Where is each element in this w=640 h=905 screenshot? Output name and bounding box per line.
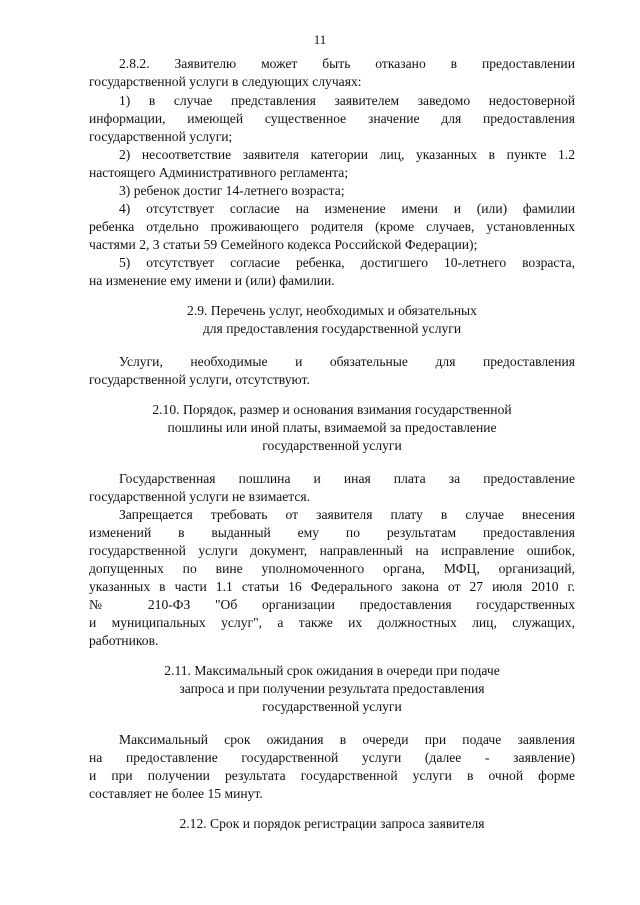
- paragraph-line: государственной услуги не взимается.: [89, 489, 311, 504]
- paragraph-line: указанных в части 1.1 статьи 16 Федерального закона от 27 июля 2010 г.: [89, 579, 575, 594]
- section-heading-line: 2.11. Максимальный срок ожидания в очереди при подаче: [164, 663, 500, 678]
- section-heading-line: для предоставления государственной услуги: [202, 321, 462, 336]
- paragraph-line: государственной услуги в следующих случаях:: [89, 74, 362, 89]
- section-heading-line: запроса и при получении результата предоставления: [179, 681, 485, 696]
- section-heading-line: пошлины или иной платы, взимаемой за предоставление: [167, 420, 497, 435]
- page-number: 11: [313, 32, 327, 47]
- paragraph-line: государственной услуги, отсутствуют.: [89, 372, 310, 387]
- paragraph-line: государственной услуги документ, направленный на исправление ошибок,: [89, 543, 575, 558]
- paragraph-line: допущенных по вине уполномоченного органа, МФЦ, организаций,: [89, 561, 575, 576]
- paragraph-line: государственной услуги;: [89, 129, 233, 144]
- section-heading-line: 2.10. Порядок, размер и основания взимания государственной: [152, 402, 512, 417]
- section-heading-line: 2.12. Срок и порядок регистрации запроса заявителя: [179, 816, 485, 831]
- paragraph-line: на предоставление государственной услуги (далее - заявление): [89, 750, 575, 765]
- section-heading-line: государственной услуги: [262, 438, 402, 453]
- paragraph-line: Запрещается требовать от заявителя плату в случае внесения: [119, 507, 575, 522]
- paragraph-line: ребенка отдельно проживающего родителя (кроме случаев, установленных: [89, 219, 575, 234]
- paragraph-line: 2) несоответствие заявителя категории лиц, указанных в пункте 1.2: [119, 147, 575, 162]
- paragraph-line: № 210-ФЗ "Об организации предоставления государственных: [89, 597, 575, 612]
- paragraph-line: 3) ребенок достиг 14-летнего возраста;: [119, 183, 345, 198]
- paragraph-line: Услуги, необходимые и обязательные для предоставления: [119, 354, 575, 369]
- section-heading-line: 2.9. Перечень услуг, необходимых и обязательных: [187, 303, 477, 318]
- paragraph-line: частями 2, 3 статьи 59 Семейного кодекса Российской Федерации);: [89, 237, 478, 252]
- paragraph-line: изменений в выданный ему по результатам предоставления: [89, 525, 575, 540]
- paragraph-line: настоящего Административного регламента;: [89, 165, 349, 180]
- paragraph-line: информации, имеющей существенное значение для предоставления: [89, 111, 575, 126]
- paragraph-line: и муниципальных услуг", а также их должностных лиц, служащих,: [89, 615, 575, 630]
- paragraph-line: 2.8.2. Заявителю может быть отказано в предоставлении: [119, 56, 575, 71]
- paragraph-line: на изменение ему имени и (или) фамилии.: [89, 273, 335, 288]
- paragraph-line: 4) отсутствует согласие на изменение имени и (или) фамилии: [119, 201, 575, 216]
- paragraph-line: работников.: [89, 633, 159, 648]
- paragraph-line: Максимальный срок ожидания в очереди при подаче заявления: [119, 732, 575, 747]
- paragraph-line: 5) отсутствует согласие ребенка, достигшего 10-летнего возраста,: [119, 255, 575, 270]
- paragraph-line: и при получении результата государственной услуги в очной форме: [89, 768, 575, 783]
- paragraph-line: Государственная пошлина и иная плата за предоставление: [119, 471, 575, 486]
- paragraph-line: составляет не более 15 минут.: [89, 786, 263, 801]
- paragraph-line: 1) в случае представления заявителем заведомо недостоверной: [119, 93, 575, 108]
- section-heading-line: государственной услуги: [262, 699, 402, 714]
